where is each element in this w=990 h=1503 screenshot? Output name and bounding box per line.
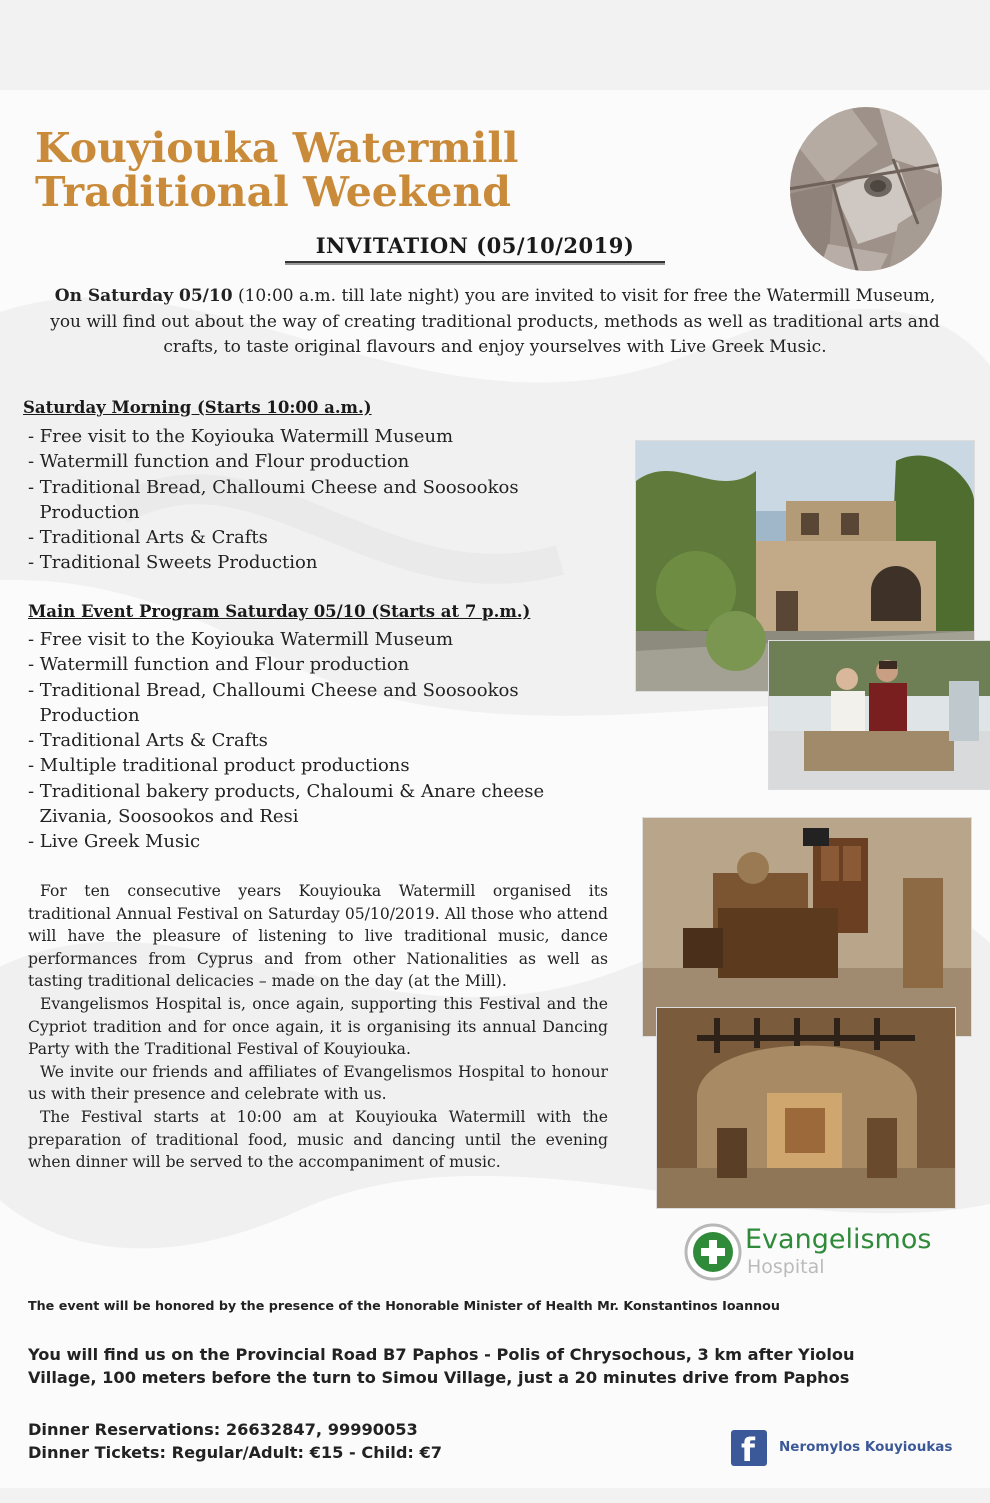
list-item: - Traditional Arts & Crafts <box>28 730 268 752</box>
main-event-heading: Main Event Program Saturday 05/10 (Starts at 7 p.m.) <box>28 602 531 621</box>
museum-interior-photo <box>642 817 972 1037</box>
logo-name: Evangelismos <box>745 1224 932 1255</box>
intro-paragraph <box>40 284 950 361</box>
list-item: - Traditional Sweets Production <box>28 552 318 574</box>
cross-icon <box>684 1223 742 1281</box>
flyer-page <box>0 90 990 1488</box>
intro-text: (10:00 a.m. till late night) you are invited to visit for free the Watermill Museum, you will find out about the way of creating traditional products, methods as well as traditional arts and crafts, to taste original flavours and enjoy yourselves with Live Greek Music. <box>50 286 940 357</box>
dinner-tickets: Dinner Tickets: Regular/Adult: €15 - Child: €7 <box>28 1443 443 1462</box>
title-line-1: Kouyiouka Watermill <box>35 124 519 172</box>
traditional-food-photo <box>768 640 990 790</box>
body-paragraph: For ten consecutive years Kouyiouka Watermill organised its traditional Annual Festival on Saturday 05/10/2019. All those who attend will have the pleasure of listening to live traditional music, dance performances from Cyprus and from other Nationalities as well as tasting traditional delicacies – made on the day (at the Mill). <box>28 882 608 991</box>
main-event-list <box>28 627 638 855</box>
morning-heading: Saturday Morning (Starts 10:00 a.m.) <box>23 398 372 417</box>
dinner-reservations: Dinner Reservations: 26632847, 99990053 <box>28 1420 418 1439</box>
list-item: Production <box>28 704 140 726</box>
reservation-info <box>28 1418 628 1464</box>
morning-list <box>28 424 638 576</box>
invitation-heading: INVITATION (05/10/2019) <box>285 233 665 263</box>
location-line-1: You will find us on the Provincial Road B7 Paphos - Polis of Chrysochous, 3 km after Yiolou <box>28 1345 855 1364</box>
location-line-2: Village, 100 meters before the turn to Simou Village, just a 20 minutes drive from Paphos <box>28 1368 850 1387</box>
list-item: - Multiple traditional product productions <box>28 755 410 777</box>
list-item: - Watermill function and Flour production <box>28 451 410 473</box>
list-item: - Traditional Bread, Challoumi Cheese and Soosookos <box>28 679 519 701</box>
list-item: - Free visit to the Koyiouka Watermill Museum <box>28 629 454 650</box>
list-item: - Traditional Arts & Crafts <box>28 527 268 549</box>
title-line-2: Traditional Weekend <box>35 168 511 216</box>
millstone-image <box>788 104 944 274</box>
arched-room-photo <box>656 1007 956 1209</box>
facebook-page-name[interactable]: Neromylos Kouyioukas <box>779 1439 953 1455</box>
body-paragraph: The Festival starts at 10:00 am at Kouyiouka Watermill with the preparation of traditional food, music and dancing until the evening when dinner will be served to the accompaniment of music. <box>28 1107 608 1172</box>
list-item: - Traditional bakery products, Chaloumi & Anare cheese <box>28 780 545 802</box>
facebook-icon[interactable] <box>731 1430 767 1469</box>
list-item: - Free visit to the Koyiouka Watermill Museum <box>28 426 454 447</box>
list-item: Zivania, Soosookos and Resi <box>28 806 299 828</box>
body-paragraph: We invite our friends and affiliates of Evangelismos Hospital to honour us with their presence and celebrate with us. <box>28 1062 608 1104</box>
list-item: - Watermill function and Flour production <box>28 654 410 676</box>
intro-lead: On Saturday 05/10 <box>54 286 233 306</box>
body-paragraph: Evangelismos Hospital is, once again, supporting this Festival and the Cypriot tradition and for once again, it is organising its annual Dancing Party with the Traditional Festival of Kouyiouka. <box>28 994 608 1059</box>
honored-guest-text: The event will be honored by the presence of the Honorable Minister of Health Mr. Konstantinos Ioannou <box>28 1298 780 1313</box>
list-item: Production <box>28 501 140 523</box>
list-item: - Live Greek Music <box>28 831 201 853</box>
logo-subtitle: Hospital <box>747 1256 825 1278</box>
festival-description <box>28 880 608 1174</box>
event-title <box>35 126 655 214</box>
location-directions <box>28 1343 988 1389</box>
list-item: - Traditional Bread, Challoumi Cheese and Soosookos <box>28 476 519 498</box>
facebook-glyph: f <box>741 1431 755 1469</box>
